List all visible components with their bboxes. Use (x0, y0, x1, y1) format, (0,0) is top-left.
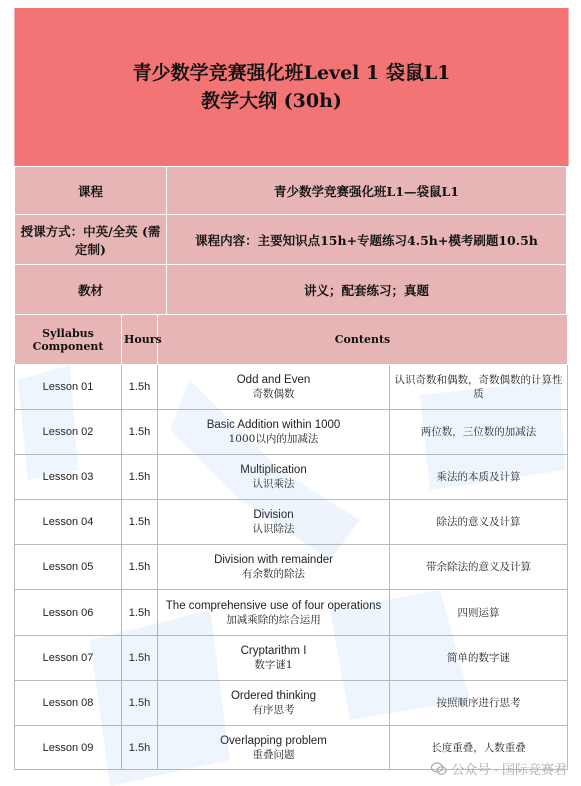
hours-cell: 1.5h (122, 455, 158, 500)
topic-cell (158, 681, 390, 726)
hours-cell: 1.5h (122, 500, 158, 545)
document-title: 青少数学竞赛强化班Level 1 袋鼠L1 (132, 62, 451, 84)
document-subtitle: 教学大纲 (30h) (201, 90, 342, 112)
hours-cell: 1.5h (122, 681, 158, 726)
material-value: 讲义；配套练习；真题 (167, 265, 567, 315)
lesson-cell: Lesson 01 (15, 365, 122, 410)
topic-zh: 1000以内的加减法 (228, 433, 319, 445)
content-cell: 四则运算 (390, 590, 568, 636)
topic-zh: 数字谜1 (254, 659, 293, 671)
content-cell: 长度重叠，人数重叠 (390, 726, 568, 770)
topic-en: Division (253, 509, 294, 521)
course-value: 青少数学竞赛强化班L1—袋鼠L1 (167, 167, 567, 215)
content-cell: 认识奇数和偶数，奇数偶数的计算性质 (390, 365, 568, 410)
topic-zh: 奇数偶数 (252, 388, 295, 400)
table-row (15, 590, 568, 636)
topic-en: Ordered thinking (230, 690, 317, 702)
content-cell: 按照顺序进行思考 (390, 681, 568, 726)
table-row (15, 500, 568, 545)
syllabus-table (14, 314, 568, 770)
topic-cell (158, 545, 390, 590)
topic-zh: 有余数的除法 (242, 568, 305, 580)
table-row (15, 681, 568, 726)
lesson-cell: Lesson 08 (15, 681, 122, 726)
table-row (15, 636, 568, 681)
lesson-cell: Lesson 09 (15, 726, 122, 770)
topic-en: Cryptarithm I (240, 645, 307, 657)
header-component: Syllabus Component (15, 315, 122, 365)
material-label: 教材 (15, 265, 167, 315)
topic-zh: 认识除法 (252, 523, 295, 535)
content-cell: 简单的数字谜 (390, 636, 568, 681)
footer-watermark-text: 公众号 · 国际竞赛君 (451, 762, 567, 777)
topic-cell (158, 365, 390, 410)
topic-cell (158, 590, 390, 636)
wechat-icon (431, 762, 447, 776)
header-hours: Hours (122, 315, 158, 365)
topic-cell (158, 636, 390, 681)
title-banner (14, 8, 569, 166)
topic-cell (158, 455, 390, 500)
topic-en: Odd and Even (236, 374, 311, 386)
hours-cell: 1.5h (122, 726, 158, 770)
topic-cell (158, 500, 390, 545)
table-row (15, 365, 568, 410)
hours-cell: 1.5h (122, 590, 158, 636)
topic-en: Division with remainder (214, 554, 333, 566)
header-contents: Contents (158, 315, 568, 365)
lesson-cell: Lesson 04 (15, 500, 122, 545)
topic-en: Overlapping problem (220, 734, 327, 747)
lesson-cell: Lesson 03 (15, 455, 122, 500)
topic-cell (158, 410, 390, 455)
hours-cell: 1.5h (122, 636, 158, 681)
method-label: 授课方式：中英/全英 (需定制) (15, 215, 167, 265)
topic-zh: 有序思考 (252, 704, 295, 716)
course-info-table (14, 166, 567, 315)
content-value: 课程内容：主要知识点15h+专题练习4.5h+模考刷题10.5h (167, 215, 567, 265)
content-cell: 乘法的本质及计算 (390, 455, 568, 500)
lesson-cell: Lesson 06 (15, 590, 122, 636)
hours-cell: 1.5h (122, 545, 158, 590)
course-label: 课程 (15, 167, 167, 215)
content-cell: 两位数，三位数的加减法 (390, 410, 568, 455)
content-cell: 带余除法的意义及计算 (390, 545, 568, 590)
topic-en: The comprehensive use of four operations (165, 599, 382, 612)
footer-watermark (431, 759, 567, 778)
lesson-cell: Lesson 02 (15, 410, 122, 455)
topic-zh: 重叠问题 (252, 748, 295, 761)
topic-en: Multiplication (240, 464, 307, 476)
content-cell: 除法的意义及计算 (390, 500, 568, 545)
table-row (15, 410, 568, 455)
table-row (15, 545, 568, 590)
topic-zh: 认识乘法 (252, 478, 295, 490)
topic-zh: 加减乘除的综合运用 (226, 613, 321, 626)
hours-cell: 1.5h (122, 365, 158, 410)
table-row (15, 455, 568, 500)
topic-cell (158, 726, 390, 770)
hours-cell: 1.5h (122, 410, 158, 455)
lesson-cell: Lesson 07 (15, 636, 122, 681)
lesson-cell: Lesson 05 (15, 545, 122, 590)
topic-en: Basic Addition within 1000 (206, 419, 341, 431)
